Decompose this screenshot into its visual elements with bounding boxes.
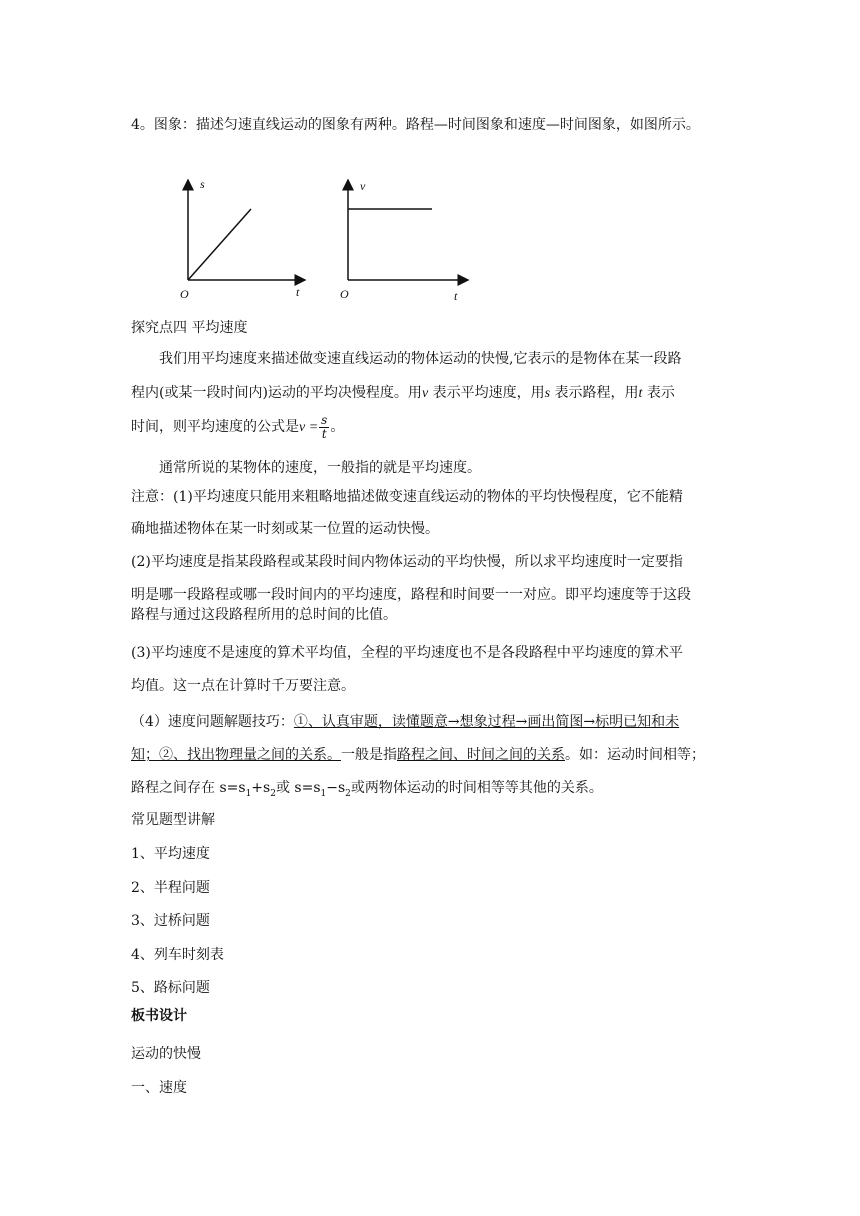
formula-fraction: $\frac{s}{t}$ [321,412,328,441]
type-item: 4、列车时刻表 [131,947,224,963]
note2-line3: 路程与通过这段路程所用的总时间的比值。 [131,607,397,623]
type-item: 5、路标问题 [131,980,210,996]
tip-line1: （4）速度问题解题技巧：①、认真审题，读懂题意→想象过程→画出简图→标明已知和未 [131,714,680,730]
s-axis-label: s [200,177,205,191]
tip-line2: 知；②、找出物理量之间的关系。一般是指路程之间、时间之间的关系。如：运动时间相等； [131,747,705,763]
v-t-graph [340,179,468,303]
s-t-line [188,209,251,280]
type-item: 3、过桥问题 [131,913,210,929]
note1-line1: 注意：(1)平均速度只能用来粗略地描述做变速直线运动的物体的平均快慢程度，它不能精 [131,489,683,505]
board-item-1: 一、速度 [131,1080,187,1096]
para2: 通常所说的某物体的速度，一般指的就是平均速度。 [159,460,481,476]
note2-line2: 明是哪一段路程或哪一段时间内的平均速度，路程和时间要一一对应。即平均速度等于这段 [131,587,691,603]
t-axis-label: t [296,285,300,299]
t-axis-label: t [454,289,458,303]
origin-label: O [180,287,189,301]
type-item: 2、半程问题 [131,880,210,896]
para1-line1: 我们用平均速度来描述做变速直线运动的物体运动的快慢,它表示的是物体在某一段路 [159,351,682,367]
note1-line2: 确地描述物体在某一时刻或某一位置的运动快慢。 [131,521,439,537]
type-item: 1、平均速度 [131,846,210,862]
para1-line3: 时间，则平均速度的公式是v = $\frac{s}{t}$ 。 [131,412,345,441]
common-heading: 常见题型讲解 [131,812,215,828]
note2-line1: (2)平均速度是指某段路程或某段时间内物体运动的平均快慢，所以求平均速度时一定要指 [131,554,683,570]
section-heading: 探究点四 平均速度 [131,320,248,336]
tip-line3: 路程之间存在 $s=s_1+s_2$或 $s=s_1-s_2$或两物体运动的时间相等等其他的关系。 [131,780,603,799]
item-4-text: 4。图象：描述匀速直线运动的图象有两种。路程—时间图象和速度—时间图象，如图所示。 [131,117,700,133]
board-heading: 板书设计 [131,1008,187,1024]
origin-label: O [340,287,349,301]
s-t-graph [180,177,305,301]
v-axis-label: v [360,179,366,193]
note3-line1: (3)平均速度不是速度的算术平均值，全程的平均速度也不是各段路程中平均速度的算术平 [131,645,683,661]
motion-graphs [170,168,480,308]
board-title: 运动的快慢 [131,1046,201,1062]
para1-line2: 程内(或某一段时间内)运动的平均决慢程度。用v 表示平均速度，用s 表示路程，用t 表示 [131,385,675,401]
note3-line2: 均值。这一点在计算时千万要注意。 [131,678,355,694]
